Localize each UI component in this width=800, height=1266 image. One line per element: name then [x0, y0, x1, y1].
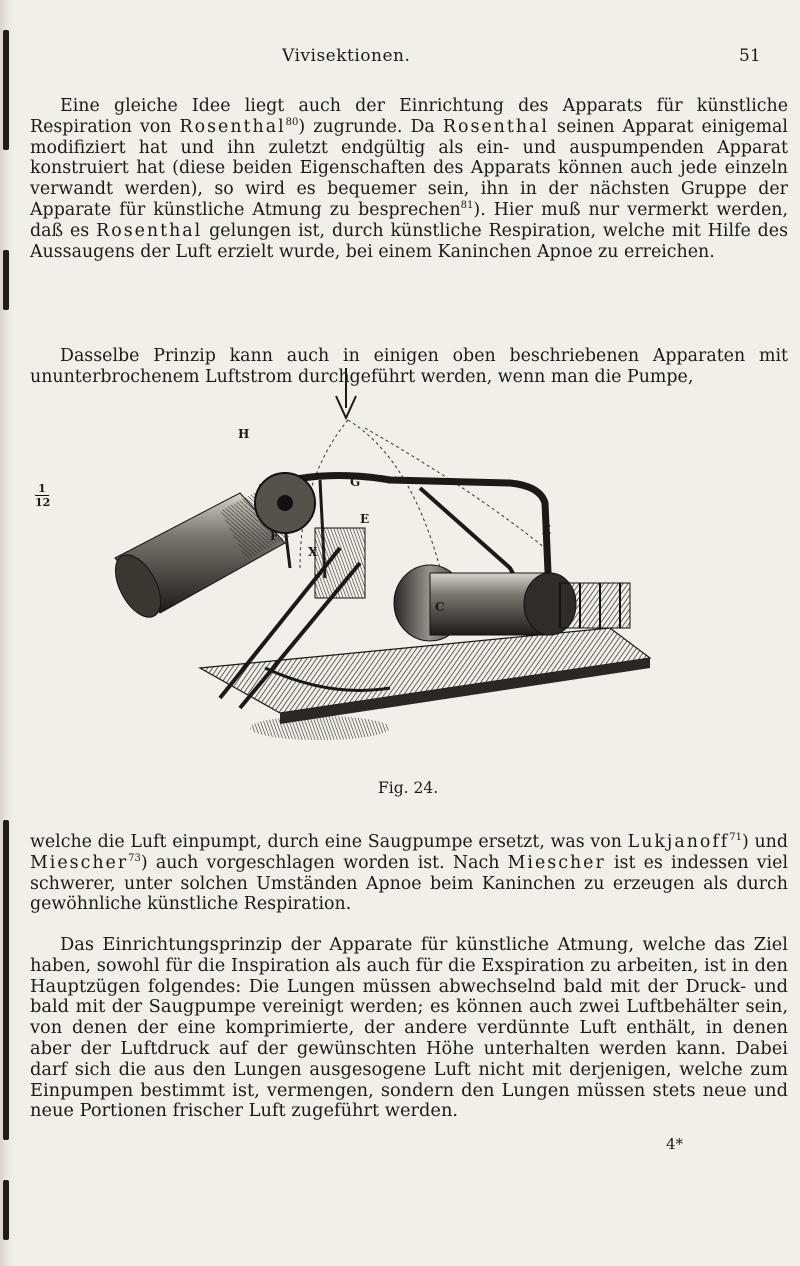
author-name: Miescher [507, 852, 606, 873]
figure-respiration-apparatus [90, 368, 690, 774]
scale-fraction [35, 482, 49, 509]
running-title: Vivisektionen. [282, 46, 411, 66]
binding-shadow [3, 250, 9, 310]
paragraph-2: Dasselbe Prinzip kann auch in einigen oben beschriebenen Apparaten mit ununterbrochenem Luftstrom durchgeführt werden, wenn man die Pumpe, [30, 346, 788, 387]
author-name: Rosenthal [96, 220, 203, 241]
figure-caption: Fig. 24. [378, 779, 439, 797]
signature-mark: 4* [666, 1135, 684, 1153]
author-name: Rosenthal [442, 116, 549, 137]
label-e: E [360, 512, 370, 526]
apparatus-engraving [90, 368, 690, 774]
paragraph-1: Eine gleiche Idee liegt auch der Einrichtung des Apparats für künstliche Respiration von Rosenthal$^{80}$) zugrunde. Da Rosenthal seinen Apparat einigemal modifiziert hat und ihn zuletzt endgültig als ein- und auspumpenden Apparat konstruiert hat (diese beiden Eigenschaften des Apparats können auch jede einzeln verwandt werden), so wird es bequemer sein, ihn in der nächsten Gruppe der Apparate für künstliche Atmung zu besprechen$^{81}$). Hier muß nur vermerkt werden, daß es Rosenthal gelungen ist, durch künstliche Respiration, welche mit Hilfe des Aussaugens der Luft erzielt wurde, bei einem Kaninchen Apnoe zu erreichen. [30, 96, 788, 262]
arrow-icon [336, 368, 356, 418]
paragraph-3: welche die Luft einpumpt, durch eine Saugpumpe ersetzt, was von Lukjanoff$^{71}$) und Miescher$^{73}$) auch vorgeschlagen worden ist. Nach Miescher ist es indessen viel schwerer, unter solchen Umständen Apnoe beim Kaninchen zu erzeugen als durch gewöhnliche künstliche Respiration. [30, 832, 789, 915]
footnote-ref: 71 [729, 832, 742, 844]
label-g: G [350, 475, 361, 489]
footnote-ref: 80 [285, 117, 299, 128]
scale-denominator-text: 12 [35, 496, 51, 509]
footnote-ref: 81 [460, 200, 474, 212]
label-f: F [270, 529, 279, 543]
binding-shadow [3, 1180, 9, 1240]
paragraph-4: Das Einrichtungsprinzip der Apparate für künstliche Atmung, welche das Ziel haben, sowohl für die Inspiration als auch für die Exspiration zu arbeiten, ist in den Hauptzügen folgendes: Die Lungen müssen abwechselnd bald mit der Druck- und bald mit der Saugpumpe vereinigt werden; es können auch zwei Luftbehälter sein, von denen der eine komprimierte, der andere verdünnte Luft enthält, in denen aber der Luftdruck auf der gewünschten Höhe unterhalten werden kann. Dabei darf sich die aus den Lungen ausgesogene Luft nicht mit derjenigen, welche zum Einpumpen bestimmt ist, vermengen, sondern den Lungen müssen stets neue und neue Portionen frischer Luft zugeführt werden. [30, 934, 788, 1122]
label-z: Z [542, 523, 551, 537]
base-foot [250, 716, 390, 740]
page-gutter [0, 0, 14, 1266]
label-c: C [435, 600, 445, 614]
author-name: Miescher [30, 852, 129, 873]
crank-hub [277, 495, 293, 511]
label-h: H [238, 427, 250, 441]
motion-path-line [365, 428, 545, 548]
author-name: Lukjanoff [627, 832, 730, 852]
scale-numerator-text: 1 [38, 482, 46, 495]
binding-shadow [3, 820, 9, 1140]
running-header [0, 46, 800, 72]
page-number: 51 [739, 46, 761, 66]
author-name: Rosenthal [179, 116, 286, 137]
footnote-ref: 73 [128, 853, 141, 864]
label-x: X [308, 545, 318, 559]
